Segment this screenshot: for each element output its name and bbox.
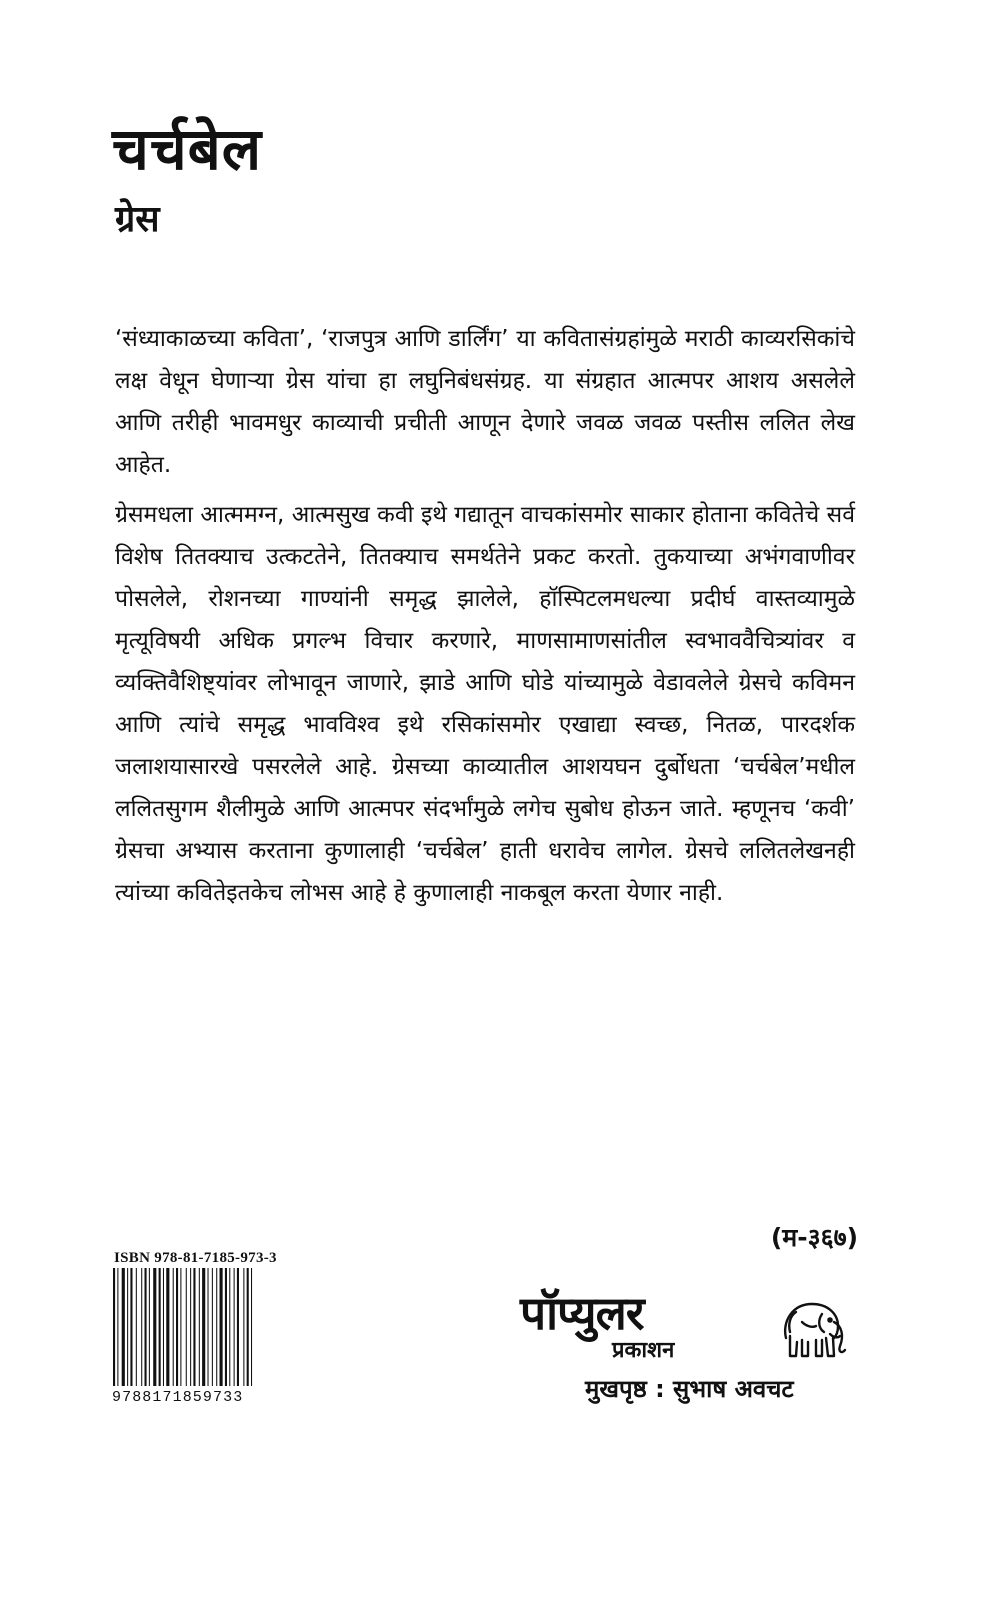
barcode bbox=[112, 1268, 290, 1386]
publisher-logo bbox=[520, 1286, 850, 1380]
cover-credit: मुखपृष्ठ : सुभाष अवचट bbox=[585, 1375, 794, 1403]
book-title: चर्चबेल bbox=[112, 115, 263, 183]
catalog-number: (म-३६७) bbox=[770, 1223, 858, 1252]
blurb-paragraph: ग्रेसमधला आत्ममग्न, आत्मसुख कवी इथे गद्यातून वाचकांसमोर साकार होताना कवितेचे सर्व विशेष तितक्याच उत्कटतेने, तितक्याच समर्थतेने प्रकट करतो. तुकयाच्या अभंगवाणीवर पोसलेले, रोशनच्या गाण्यांनी समृद्ध झालेले, हॉस्पिटलमधल्या प्रदीर्घ वास्तव्यामुळे मृत्यूविषयी अधिक प्रगल्भ विचार करणारे, माणसामाणसांतील स्वभाववैचित्र्यांवर व व्यक्तिवैशिष्ट्यांवर लोभावून जाणारे, झाडे आणि घोडे यांच्यामुळे वेडावलेले ग्रेसचे कविमन आणि त्यांचे समृद्ध भावविश्व इथे रसिकांसमोर एखाद्या स्वच्छ, नितळ, पारदर्शक जलाशयासारखे पसरलेले आहे. ग्रेसच्या काव्यातील आशयघन दुर्बोधता ‘चर्चबेल’मधील ललितसुगम शैलीमुळे आणि आत्मपर संदर्भांमुळे लगेच सुबोध होऊन जाते. म्हणूनच ‘कवी’ ग्रेसचा अभ्यास करताना कुणालाही ‘चर्चबेल’ हाती धरावेच लागेल. ग्रेसचे ललितलेखनही त्यांच्या कवितेइतकेच लोभस आहे हे कुणालाही नाकबूल करता येणार नाही. bbox=[115, 502, 855, 906]
elephant-icon bbox=[778, 1292, 848, 1360]
blurb-paragraph: ‘संध्याकाळच्या कविता’, ‘राजपुत्र आणि डार्लिंग’ या कवितासंग्रहांमुळे मराठी काव्यरसिकांचे लक्ष वेधून घेणाऱ्या ग्रेस यांचा हा लघुनिबंधसंग्रह. या संग्रहात आत्मपर आशय असलेले आणि तरीही भावमधुर काव्याची प्रचीती आणून देणारे जवळ जवळ पस्तीस ललित लेख आहेत. bbox=[115, 326, 855, 478]
publisher-subtitle: प्रकाशन bbox=[612, 1338, 675, 1363]
blurb bbox=[115, 318, 855, 922]
barcode-digits: 9788171859733 bbox=[112, 1389, 244, 1406]
book-author: ग्रेस bbox=[115, 199, 160, 240]
isbn-label: ISBN 978-81-7185-973-3 bbox=[114, 1250, 277, 1266]
publisher-name: पॉप्युलर bbox=[520, 1286, 644, 1340]
